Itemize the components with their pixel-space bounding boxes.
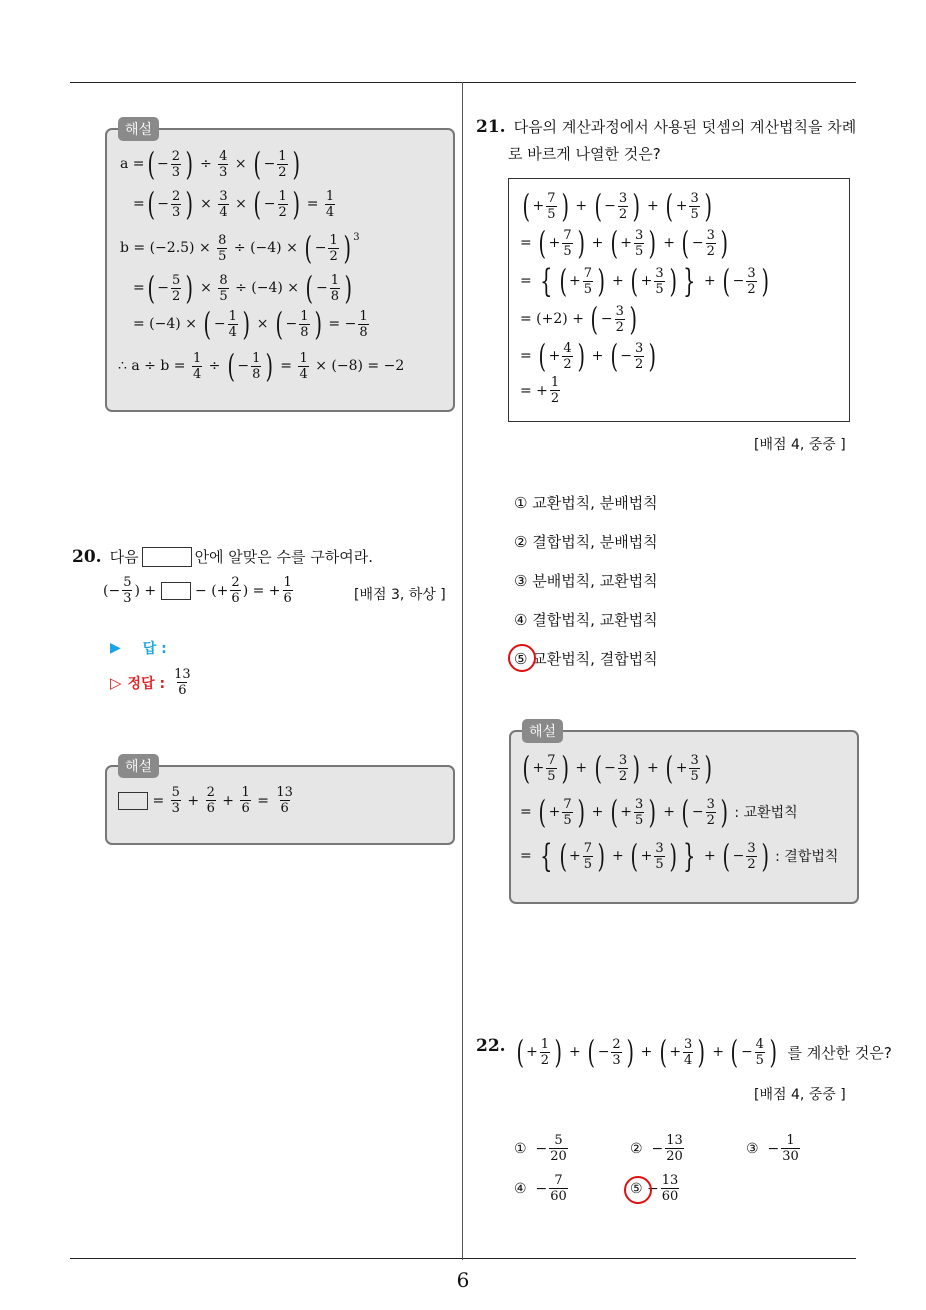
sol19-line-result: ∴ a ÷ b = $\frac{1}{4}$ ÷ ( − $\frac{1}{8}$ ) = $\frac{1}{4}$ × (−8) = −2 <box>118 347 405 385</box>
sol21-line3: = { ( + $\frac{7}{5}$ ) + ( + $\frac{3}{5}$ ) } + ( − $\frac{3}{2}$ ) : 결합법칙 <box>520 837 839 875</box>
sol20-line: = $\frac{5}{3}$ + $\frac{2}{6}$ + $\frac{1}{6}$ = $\frac{13}{6}$ <box>118 786 296 815</box>
q20-correct-row: ▷ 정답 : $\frac{13}{6}$ <box>110 667 191 698</box>
q22-option-5[interactable]: ⑤ − $\frac{13}{60}$ <box>630 1173 679 1204</box>
sol19-line-b1: b = (−2.5) × $\frac{8}{5}$ ÷ (−4) × ( − $\frac{1}{2}$ ) $^3$ <box>120 229 360 267</box>
blank-box-inline <box>161 582 191 600</box>
q20-equation: (− $\frac{5}{3}$ ) + − (+ $\frac{2}{6}$ ) = + $\frac{1}{6}$ <box>103 575 292 606</box>
question-20: 20. 다음 안에 알맞은 수를 구하여라. <box>72 546 374 567</box>
q21-option-1[interactable]: ① 교환법칙, 분배법칙 <box>514 494 658 512</box>
outline-play-icon: ▷ <box>110 673 122 692</box>
solution-tag-21: 해설 <box>522 719 563 743</box>
q21-step3: = { ( + $\frac{7}{5}$ ) + ( + $\frac{3}{5}$ ) } + ( − $\frac{3}{2}$ ) <box>520 262 769 300</box>
q21-step1: ( + $\frac{7}{5}$ ) + ( − $\frac{3}{2}$ ) + ( + $\frac{3}{5}$ ) <box>522 187 712 225</box>
question-22: 22. ( + $\frac{1}{2}$ ) + ( − $\frac{2}{3}$ ) + ( + $\frac{3}{4}$ ) + ( − $\frac{4}{5}$ ) 를 계산한 것은? <box>476 1033 892 1071</box>
q22-answer-circle <box>624 1176 652 1204</box>
bottom-rule <box>70 1258 856 1259</box>
sol21-line1: ( + $\frac{7}{5}$ ) + ( − $\frac{3}{2}$ ) + ( + $\frac{3}{5}$ ) <box>522 749 712 787</box>
q21-step2: = ( + $\frac{7}{5}$ ) + ( + $\frac{3}{5}$ ) + ( − $\frac{3}{2}$ ) <box>520 224 728 262</box>
q22-score: [배점 4, 중중 ] <box>754 1087 846 1103</box>
play-icon: ▶ <box>110 640 121 656</box>
top-rule <box>70 82 856 83</box>
sol19-line-a1: a = ( − $\frac{2}{3}$ ) ÷ $\frac{4}{3}$ × ( − $\frac{1}{2}$ ) <box>120 145 300 183</box>
q20-score: [배점 3, 하상 ] <box>354 587 446 603</box>
blank-box <box>142 547 192 567</box>
q21-option-4[interactable]: ④ 결합법칙, 교환법칙 <box>514 611 658 629</box>
question-number-22: 22. <box>476 1036 506 1056</box>
q21-step6: = + $\frac{1}{2}$ <box>520 375 560 406</box>
column-divider <box>462 82 463 1260</box>
sol19-line-b3: = (−4) × ( − $\frac{1}{4}$ ) × ( − $\frac{1}{8}$ ) = − $\frac{1}{8}$ <box>133 305 368 343</box>
q22-option-2[interactable]: ② − $\frac{13}{20}$ <box>630 1133 683 1164</box>
q22-option-1[interactable]: ① − $\frac{5}{20}$ <box>514 1133 567 1164</box>
sol19-line-a2: = ( − $\frac{2}{3}$ ) × $\frac{3}{4}$ × ( − $\frac{1}{2}$ ) = $\frac{1}{4}$ <box>133 185 335 223</box>
q22-option-4[interactable]: ④ − $\frac{7}{60}$ <box>514 1173 567 1204</box>
solution-tag-19: 해설 <box>118 117 159 141</box>
solution-tag-20: 해설 <box>118 754 159 778</box>
q20-correct-value: $\frac{13}{6}$ <box>174 667 191 698</box>
q21-option-2[interactable]: ② 결합법칙, 분배법칙 <box>514 533 658 551</box>
page-number: 6 <box>456 1268 470 1292</box>
question-number-21: 21. <box>476 116 506 137</box>
sol21-line2: = ( + $\frac{7}{5}$ ) + ( + $\frac{3}{5}$ ) + ( − $\frac{3}{2}$ ) : 교환법칙 <box>520 793 798 831</box>
q21-answer-circle <box>508 644 536 672</box>
q21-step5: = ( + $\frac{4}{2}$ ) + ( − $\frac{3}{2}$ ) <box>520 337 657 375</box>
q21-option-3[interactable]: ③ 분배법칙, 교환법칙 <box>514 572 658 590</box>
q21-option-5[interactable]: ⑤ 교환법칙, 결합법칙 <box>514 650 658 668</box>
q21-step4: = (+2) + ( − $\frac{3}{2}$ ) <box>520 300 637 338</box>
q22-option-3[interactable]: ③ − $\frac{1}{30}$ <box>746 1133 799 1164</box>
question-number-20: 20. <box>72 546 102 567</box>
q20-answer-row: ▶ 답 : <box>110 640 167 657</box>
blank-box-solution <box>118 792 148 810</box>
q21-score: [배점 4, 중중 ] <box>754 437 846 453</box>
question-21: 21. 다음의 계산과정에서 사용된 덧셈의 계산법칙을 차례 로 바르게 나열한 것은? <box>476 116 857 163</box>
sol19-line-b2: = ( − $\frac{5}{2}$ ) × $\frac{8}{5}$ ÷ (−4) × ( − $\frac{1}{8}$ ) <box>133 269 352 307</box>
